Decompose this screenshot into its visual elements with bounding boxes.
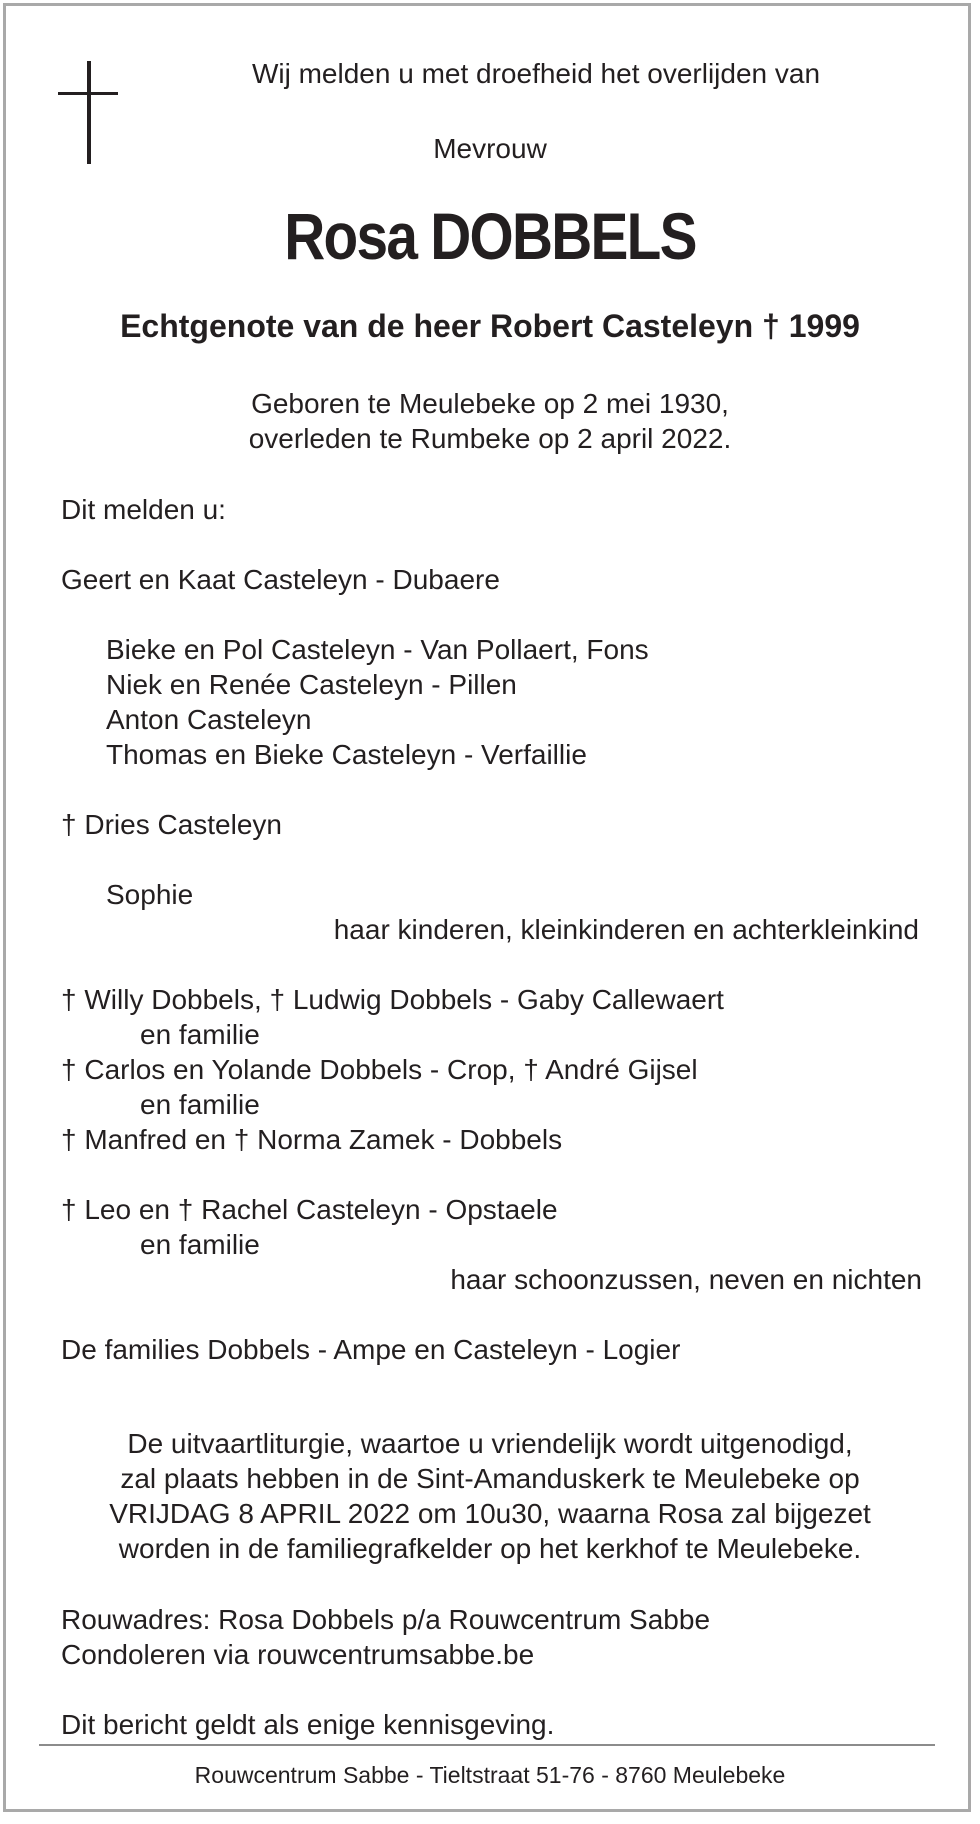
condolences-line: Condoleren via rouwcentrumsabbe.be (61, 1639, 535, 1670)
footer-text: Rouwcentrum Sabbe - Tieltstraat 51-76 - 8760 Meulebeke (194, 1762, 786, 1788)
grandchild-line: Niek en Renée Casteleyn - Pillen (106, 669, 517, 700)
death-line: overleden te Rumbeke op 2 april 2022. (248, 423, 732, 454)
relation-caption: haar kinderen, kleinkinderen en achterkleinkind (333, 914, 919, 945)
notice-line: Dit bericht geldt als enige kennisgeving. (61, 1709, 555, 1740)
family-intro: Dit melden u: (61, 494, 226, 525)
funeral-text-line: De uitvaartliturgie, waartoe u vriendelijk wordt uitgenodigd, (127, 1428, 853, 1459)
birth-line: Geboren te Meulebeke op 2 mei 1930, (251, 388, 729, 419)
address-line: Rouwadres: Rosa Dobbels p/a Rouwcentrum Sabbe (61, 1604, 711, 1635)
family-line: † Dries Casteleyn (61, 809, 282, 840)
family-line: † Leo en † Rachel Casteleyn - Opstaele (61, 1194, 558, 1225)
grandchild-line: Thomas en Bieke Casteleyn - Verfaillie (106, 739, 587, 770)
grandchild-line: Bieke en Pol Casteleyn - Van Pollaert, Fons (106, 634, 649, 665)
family-line: † Manfred en † Norma Zamek - Dobbels (61, 1124, 563, 1155)
announcement-text: Wij melden u met droefheid het overlijden van (251, 58, 821, 89)
funeral-text-line: zal plaats hebben in de Sint-Amanduskerk te Meulebeke op (120, 1463, 860, 1494)
funeral-text-line: VRIJDAG 8 APRIL 2022 om 10u30, waarna Rosa zal bijgezet (109, 1498, 871, 1529)
deceased-name: Rosa DOBBELS (284, 199, 696, 273)
grandchild-line: Sophie (106, 879, 194, 910)
family-line: Geert en Kaat Casteleyn - Dubaere (61, 564, 500, 595)
family-line: † Carlos en Yolande Dobbels - Crop, † André Gijsel (61, 1054, 698, 1085)
spouse-line: Echtgenote van de heer Robert Casteleyn † 1999 (120, 308, 860, 344)
family-line: en familie (140, 1019, 260, 1050)
family-line: De families Dobbels - Ampe en Casteleyn - Logier (61, 1334, 681, 1365)
relation-caption: haar schoonzussen, neven en nichten (450, 1264, 922, 1295)
grandchild-line: Anton Casteleyn (106, 704, 312, 735)
funeral-text-line: worden in de familiegrafkelder op het kerkhof te Meulebeke. (118, 1533, 862, 1564)
death-notice-card (3, 3, 971, 1812)
family-line: † Willy Dobbels, † Ludwig Dobbels - Gaby Callewaert (61, 984, 724, 1015)
family-line: en familie (140, 1089, 260, 1120)
family-line: en familie (140, 1229, 260, 1260)
salutation: Mevrouw (433, 133, 547, 164)
divider (39, 1744, 935, 1746)
